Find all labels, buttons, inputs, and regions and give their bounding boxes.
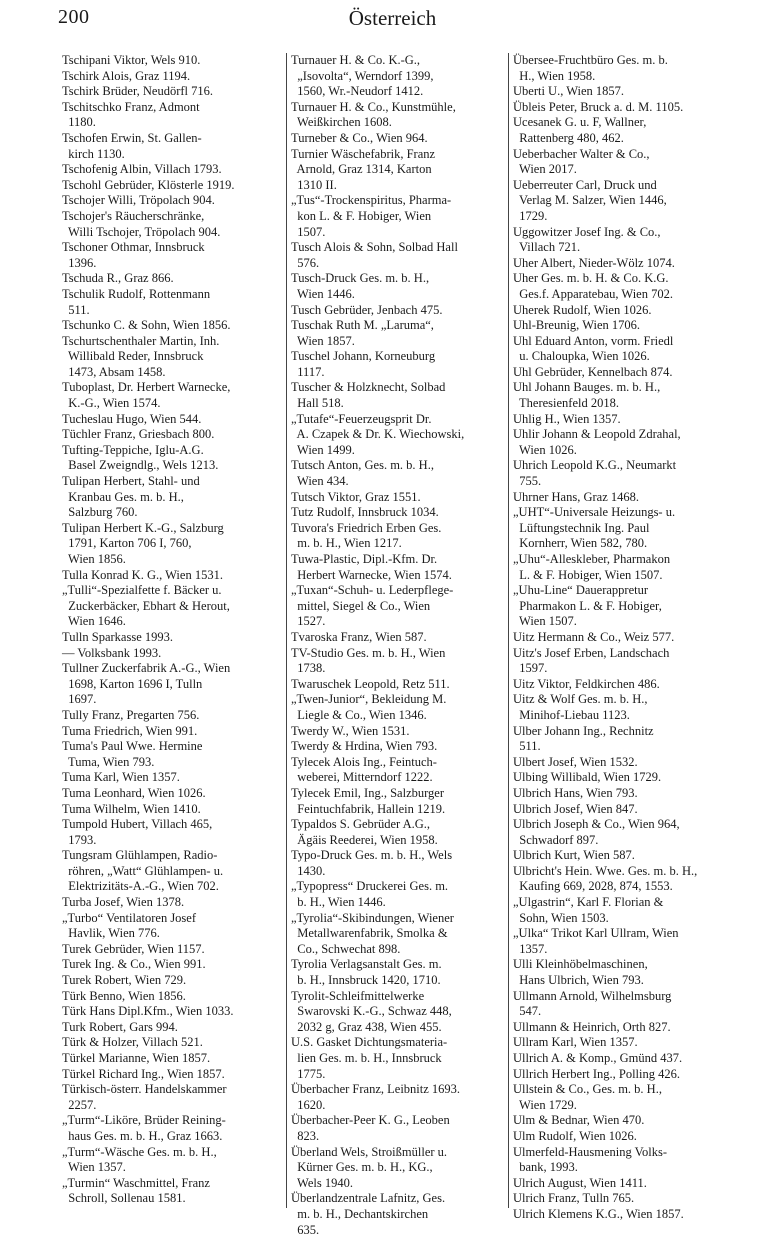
directory-entry-line: Ulrich Klemens K.G., Wien 1857. — [513, 1206, 684, 1221]
column-right — [508, 53, 759, 1221]
directory-entry-line: Ueberbacher Walter & Co., — [513, 146, 650, 161]
directory-entry-line: 1793. — [62, 832, 97, 847]
directory-entry-line: Überland Wels, Stroißmüller u. — [291, 1144, 448, 1159]
directory-entry-line: 511. — [513, 739, 541, 754]
directory-entry-line: kirch 1130. — [62, 146, 125, 161]
directory-entry-line: Tschojer's Räucherschränke, — [62, 208, 205, 223]
directory-entry-line: 1620. — [291, 1097, 326, 1112]
directory-entry-line: Ulbrich Josef, Wien 847. — [513, 801, 638, 816]
directory-entry-line: Arnold, Graz 1314, Karton — [291, 162, 432, 177]
directory-entry-line: m. b. H., Wien 1217. — [291, 536, 402, 551]
directory-entry-line: Tulln Sparkasse 1993. — [62, 629, 174, 644]
directory-entry-line: Ulrich August, Wien 1411. — [513, 1175, 647, 1190]
directory-entry-line: kon L. & F. Hobiger, Wien — [291, 208, 432, 223]
directory-entry-line: Ulm Rudolf, Wien 1026. — [513, 1128, 637, 1143]
directory-entry-line: Tschohl Gebrüder, Klösterle 1919. — [62, 177, 235, 192]
directory-entry-line: Feintuchfabrik, Hallein 1219. — [291, 801, 446, 816]
directory-entry-line: Zuckerbäcker, Ebhart & Herout, — [62, 598, 230, 613]
directory-entry-line: „Isovolta“, Werndorf 1399, — [291, 68, 434, 83]
directory-entry-line: „Ulgastrin“, Karl F. Florian & — [513, 895, 664, 910]
directory-entry-line: röhren, „Watt“ Glühlampen- u. — [62, 863, 224, 878]
directory-entry-line: Wien 1499. — [291, 442, 355, 457]
directory-entry-line: Tuma Karl, Wien 1357. — [62, 770, 180, 785]
directory-entry-line: Kaufing 669, 2028, 874, 1553. — [513, 879, 673, 894]
directory-entry-line: Tuwa-Plastic, Dipl.-Kfm. Dr. — [291, 552, 438, 566]
directory-entry-line: Ullrich Herbert Ing., Polling 426. — [513, 1066, 680, 1081]
directory-entry-line: Uherek Rudolf, Wien 1026. — [513, 302, 652, 317]
directory-entry-line: „Turm“-Liköre, Brüder Reining- — [62, 1113, 226, 1128]
directory-entry-line: Ulber Johann Ing., Rechnitz — [513, 723, 654, 738]
directory-entry-line: Turk Robert, Gars 994. — [62, 1019, 178, 1034]
directory-entry-line: Typaldos S. Gebrüder A.G., — [291, 817, 431, 832]
directory-entry-line: Ullram Karl, Wien 1357. — [513, 1035, 638, 1050]
directory-entry-line: Co., Schwechat 898. — [291, 941, 401, 956]
directory-entry-line: „Turmin“ Waschmittel, Franz — [62, 1175, 210, 1190]
directory-entry-line: Ulbricht's Hein. Wwe. Ges. m. b. H., — [513, 863, 698, 878]
directory-entry-line: Tylecek Alois Ing., Feintuch- — [291, 754, 437, 769]
directory-entry-line: Ulbing Willibald, Wien 1729. — [513, 770, 662, 785]
directory-entry-line: 1597. — [513, 661, 548, 676]
directory-entry-line: Ullmann & Heinrich, Orth 827. — [513, 1019, 671, 1034]
directory-entry-line: Tufting-Teppiche, Iglu-A.G. — [62, 442, 204, 457]
directory-entry-line: Wien 1729. — [513, 1097, 577, 1112]
directory-entry-line: Turnauer H. & Co. K.-G., — [291, 53, 421, 67]
directory-entry-line: Willi Tschojer, Tröpolach 904. — [62, 224, 221, 239]
directory-entry-line: Tylecek Emil, Ing., Salzburger — [291, 785, 445, 800]
directory-entry-line: Ulmerfeld-Hausmening Volks- — [513, 1144, 668, 1159]
directory-entry-line: Tschurtschenthaler Martin, Inh. — [62, 333, 220, 348]
directory-entry-line: Uhlir Johann & Leopold Zdrahal, — [513, 427, 681, 442]
directory-entry-line: Wien 434. — [291, 474, 349, 489]
directory-entry-line: 635. — [291, 1222, 320, 1237]
directory-entry-line: Turnier Wäschefabrik, Franz — [291, 146, 436, 161]
directory-entry-line: Swarovski K.-G., Schwaz 448, — [291, 1004, 452, 1019]
directory-entry-line: Ägäis Reederei, Wien 1958. — [291, 832, 438, 847]
directory-entry-line: Tutz Rudolf, Innsbruck 1034. — [291, 505, 439, 520]
directory-entry-line: Tschunko C. & Sohn, Wien 1856. — [62, 318, 231, 333]
directory-entry-line: Tschuda R., Graz 866. — [62, 271, 174, 286]
directory-entry-line: Uhl-Breunig, Wien 1706. — [513, 318, 641, 333]
directory-entry-line: Tschofenig Albin, Villach 1793. — [62, 162, 222, 177]
directory-entry-line: Uitz & Wolf Ges. m. b. H., — [513, 692, 648, 707]
directory-entry-line: TV-Studio Ges. m. b. H., Wien — [291, 645, 446, 660]
directory-entry-line: Rattenberg 480, 462. — [513, 130, 624, 145]
directory-entry-line: Kornherr, Wien 582, 780. — [513, 536, 648, 551]
page-header — [58, 6, 727, 32]
directory-entry-line: Tschofen Erwin, St. Gallen- — [62, 130, 202, 145]
directory-entry-line: „Ulka“ Trikot Karl Ullram, Wien — [513, 926, 679, 941]
directory-entry-line: Kranbau Ges. m. b. H., — [62, 489, 184, 504]
directory-entry-line: „Uhu“-Alleskleber, Pharmakon — [513, 552, 671, 566]
directory-entry-line: „Tyrolia“-Skibindungen, Wiener — [291, 910, 454, 925]
directory-entry-line: 1180. — [62, 115, 96, 130]
directory-entry-line: Türk Hans Dipl.Kfm., Wien 1033. — [62, 1004, 234, 1019]
directory-entry-line: Weißkirchen 1608. — [291, 115, 392, 130]
directory-entry-line: b. H., Wien 1446. — [291, 895, 386, 910]
directory-entry-line: Tschojer Willi, Tröpolach 904. — [62, 193, 215, 208]
directory-entry-line: Wien 2017. — [513, 162, 577, 177]
directory-entry-line: Minihof-Liebau 1123. — [513, 707, 630, 722]
directory-entry-line: Ulbert Josef, Wien 1532. — [513, 754, 638, 769]
directory-entry-line: Uggowitzer Josef Ing. & Co., — [513, 224, 661, 239]
directory-entry-line: weberei, Mitterndorf 1222. — [291, 770, 433, 785]
directory-entry-line: Ueberreuter Carl, Druck und — [513, 177, 657, 192]
directory-entry-line: Uitz Viktor, Feldkirchen 486. — [513, 676, 660, 691]
directory-entry-line: Metallwarenfabrik, Smolka & — [291, 926, 448, 941]
directory-entry-line: Tully Franz, Pregarten 756. — [62, 707, 200, 722]
directory-entry-line: „Typopress“ Druckerei Ges. m. — [291, 879, 449, 894]
directory-entry-line: Türkisch-österr. Handelskammer — [62, 1082, 227, 1097]
directory-entry-line: „Uhu-Line“ Dauerappretur — [513, 583, 648, 598]
directory-entry-line: lien Ges. m. b. H., Innsbruck — [291, 1051, 442, 1065]
directory-entry-line: „Tus“-Trockenspiritus, Pharma- — [291, 193, 452, 208]
directory-entry-line: Wien 1357. — [62, 1160, 126, 1175]
directory-entry-line: 2032 g, Graz 438, Wien 455. — [291, 1019, 442, 1034]
directory-entry-line: Tuschel Johann, Korneuburg — [291, 349, 436, 364]
directory-entry-line: Wien 1856. — [62, 552, 126, 566]
directory-entry-line: Tuma Leonhard, Wien 1026. — [62, 785, 206, 800]
directory-entry-line: 2257. — [62, 1097, 97, 1112]
directory-entry-line: Tuschak Ruth M. „Laruma“, — [291, 318, 434, 333]
directory-entry-line: Tungsram Glühlampen, Radio- — [62, 848, 218, 863]
directory-entry-line: Tuvora's Friedrich Erben Ges. — [291, 520, 442, 535]
directory-entry-line: Ulm & Bednar, Wien 470. — [513, 1113, 645, 1128]
directory-entry-line: K.-G., Wien 1574. — [62, 396, 161, 411]
directory-entry-line: „Turbo“ Ventilatoren Josef — [62, 910, 197, 925]
directory-entry-line: Tuboplast, Dr. Herbert Warnecke, — [62, 380, 231, 395]
directory-entry-line: Ullstein & Co., Ges. m. b. H., — [513, 1082, 662, 1097]
directory-entry-line: Havlik, Wien 776. — [62, 926, 160, 941]
directory-entry-line: Uhrner Hans, Graz 1468. — [513, 489, 640, 504]
directory-entry-line: 823. — [291, 1128, 320, 1143]
directory-entry-line: Uberti U., Wien 1857. — [513, 84, 625, 99]
directory-entry-line: 511. — [62, 302, 90, 317]
directory-entry-line: Tuscher & Holzknecht, Solbad — [291, 380, 446, 395]
directory-entry-line: Ulbrich Joseph & Co., Wien 964, — [513, 817, 680, 832]
directory-entry-line: 1430. — [291, 863, 326, 878]
directory-entry-line: „Tuxan“-Schuh- u. Lederpflege- — [291, 583, 454, 598]
directory-entry-line: 1775. — [291, 1066, 326, 1081]
directory-entry-line: Turek Ing. & Co., Wien 991. — [62, 957, 206, 972]
directory-entry-line: Tschirk Alois, Graz 1194. — [62, 68, 191, 83]
directory-entry-line: Ulbrich Kurt, Wien 587. — [513, 848, 635, 863]
directory-entry-line: Überbacher-Peer K. G., Leoben — [291, 1113, 450, 1128]
directory-entry-line: haus Ges. m. b. H., Graz 1663. — [62, 1128, 223, 1143]
directory-entry-line: bank, 1993. — [513, 1160, 578, 1175]
directory-entry-line: Turba Josef, Wien 1378. — [62, 895, 185, 910]
directory-entry-line: Türkel Marianne, Wien 1857. — [62, 1051, 211, 1065]
directory-entry-line: Salzburg 760. — [62, 505, 138, 520]
directory-entry-line: 1560, Wr.-Neudorf 1412. — [291, 84, 424, 99]
directory-entry-line: Wien 1026. — [513, 442, 577, 457]
directory-entry-line: Tutsch Anton, Ges. m. b. H., — [291, 458, 434, 473]
directory-entry-line: Twerdy W., Wien 1531. — [291, 723, 410, 738]
directory-entry-line: Pharmakon L. & F. Hobiger, — [513, 598, 662, 613]
directory-entry-line: 1729. — [513, 208, 548, 223]
page-title: Österreich — [348, 6, 437, 30]
directory-entry-line: Wels 1940. — [291, 1175, 353, 1190]
directory-entry-line: Tusch Alois & Sohn, Solbad Hall — [291, 240, 458, 255]
directory-entry-line: Tucheslau Hugo, Wien 544. — [62, 411, 202, 426]
directory-entry-line: Kürner Ges. m. b. H., KG., — [291, 1160, 433, 1175]
directory-entry-line: Uher Albert, Nieder-Wölz 1074. — [513, 255, 675, 270]
directory-entry-line: Theresienfeld 2018. — [513, 396, 619, 411]
directory-entry-line: Übleis Peter, Bruck a. d. M. 1105. — [513, 99, 684, 114]
directory-entry-line: b. H., Innsbruck 1420, 1710. — [291, 973, 441, 988]
directory-entry-line: Tulipan Herbert K.-G., Salzburg — [62, 520, 224, 535]
directory-entry-line: Uhl Eduard Anton, vorm. Friedl — [513, 333, 674, 348]
directory-entry-line: H., Wien 1958. — [513, 68, 596, 83]
directory-entry-line: Türk Benno, Wien 1856. — [62, 988, 186, 1003]
directory-entry-line: 1507. — [291, 224, 326, 239]
directory-entry-line: „UHT“-Universale Heizungs- u. — [513, 505, 676, 520]
directory-entry-line: Verlag M. Salzer, Wien 1446, — [513, 193, 667, 208]
directory-entry-line: Hans Ulbrich, Wien 793. — [513, 973, 644, 988]
directory-entry-line: Tuma Friedrich, Wien 991. — [62, 723, 198, 738]
directory-entry-line: Tyrolia Verlagsanstalt Ges. m. — [291, 957, 442, 972]
directory-entry-line: Tüchler Franz, Griesbach 800. — [62, 427, 215, 442]
directory-entry-line: Uitz's Josef Erben, Landschach — [513, 645, 670, 660]
directory-entry-line: 1738. — [291, 661, 326, 676]
directory-entry-line: Tschirk Brüder, Neudörfl 716. — [62, 84, 214, 99]
directory-entry-line: 1697. — [62, 692, 97, 707]
directory-entry-line: 1473, Absam 1458. — [62, 364, 166, 379]
directory-entry-line: Wien 1857. — [291, 333, 355, 348]
directory-entry-line: Ullrich A. & Komp., Gmünd 437. — [513, 1051, 683, 1065]
directory-entry-line: m. b. H., Dechantskirchen — [291, 1206, 429, 1221]
directory-entry-line: Ulli Kleinhöbelmaschinen, — [513, 957, 648, 972]
directory-entry-line: Elektrizitäts-A.-G., Wien 702. — [62, 879, 219, 894]
directory-entry-line: L. & F. Hobiger, Wien 1507. — [513, 567, 663, 582]
directory-entry-line: Villach 721. — [513, 240, 581, 255]
directory-entry-line: Tvaroska Franz, Wien 587. — [291, 629, 427, 644]
directory-entry-line: 547. — [513, 1004, 542, 1019]
directory-entry-line: Tuma, Wien 793. — [62, 754, 155, 769]
directory-entry-line: Ulrich Franz, Tulln 765. — [513, 1191, 635, 1206]
directory-entry-line: Tschipani Viktor, Wels 910. — [62, 53, 201, 67]
directory-entry-line: 576. — [291, 255, 320, 270]
directory-entry-line: Tumpold Hubert, Villach 465, — [62, 817, 213, 832]
directory-entry-line: Basel Zweigndlg., Wels 1213. — [62, 458, 219, 473]
directory-entry-line: Sohn, Wien 1503. — [513, 910, 609, 925]
directory-entry-line: Tyrolit-Schleifmittelwerke — [291, 988, 425, 1003]
directory-entry-line: Türk & Holzer, Villach 521. — [62, 1035, 203, 1050]
directory-entry-line: Uhl Gebrüder, Kennelbach 874. — [513, 364, 673, 379]
directory-entry-line: „Turm“-Wäsche Ges. m. b. H., — [62, 1144, 217, 1159]
directory-entry-line: Tuma Wilhelm, Wien 1410. — [62, 801, 201, 816]
directory-entry-line: u. Chaloupka, Wien 1026. — [513, 349, 650, 364]
directory-entry-line: 1396. — [62, 255, 97, 270]
directory-entry-line: Überlandzentrale Lafnitz, Ges. — [291, 1191, 446, 1206]
directory-entry-line: Tullner Zuckerfabrik A.-G., Wien — [62, 661, 231, 676]
directory-entry-line: Türkel Richard Ing., Wien 1857. — [62, 1066, 225, 1081]
directory-entry-line: Ucesanek G. u. F, Wallner, — [513, 115, 647, 130]
directory-entry-line: 1698, Karton 1696 I, Tulln — [62, 676, 203, 691]
directory-entry-line: Tulla Konrad K. G., Wien 1531. — [62, 567, 223, 582]
directory-entry-line: Ulbrich Hans, Wien 793. — [513, 785, 638, 800]
directory-entry-line: „Tutafe“-Feuerzeugsprit Dr. — [291, 411, 432, 426]
directory-entry-line: 1357. — [513, 941, 548, 956]
directory-entry-line: 755. — [513, 474, 542, 489]
directory-entry-line: Uhrich Leopold K.G., Neumarkt — [513, 458, 677, 473]
directory-entry-line: Uhl Johann Bauges. m. b. H., — [513, 380, 661, 395]
directory-entry-line: Tschoner Othmar, Innsbruck — [62, 240, 205, 255]
directory-entry-line: Uitz Hermann & Co., Weiz 577. — [513, 629, 675, 644]
directory-entry-line: Tulipan Herbert, Stahl- und — [62, 474, 200, 489]
directory-entry-line: 1527. — [291, 614, 326, 629]
directory-entry-line: Wien 1507. — [513, 614, 577, 629]
directory-entry-line: Lüftungstechnik Ing. Paul — [513, 520, 650, 535]
directory-entry-line: Liegle & Co., Wien 1346. — [291, 707, 427, 722]
column-middle — [286, 53, 505, 1237]
directory-entry-line: Schwadorf 897. — [513, 832, 599, 847]
directory-entry-line: Turneber & Co., Wien 964. — [291, 130, 428, 145]
directory-entry-line: Schroll, Sollenau 1581. — [62, 1191, 186, 1206]
directory-entry-line: Tutsch Viktor, Graz 1551. — [291, 489, 421, 504]
directory-entry-line: Tusch-Druck Ges. m. b. H., — [291, 271, 430, 286]
column-left — [62, 53, 276, 1207]
directory-entry-line: Hall 518. — [291, 396, 344, 411]
directory-entry-line: 1310 II. — [291, 177, 337, 192]
directory-entry-line: „Twen-Junior“, Bekleidung M. — [291, 692, 447, 707]
directory-entry-line: Turek Robert, Wien 729. — [62, 973, 187, 988]
directory-entry-line: Ges.f. Apparatebau, Wien 702. — [513, 286, 673, 301]
directory-entry-line: Uhlig H., Wien 1357. — [513, 411, 621, 426]
directory-entry-line: Twerdy & Hrdina, Wien 793. — [291, 739, 438, 754]
directory-entry-line: — Volksbank 1993. — [62, 645, 162, 660]
directory-entry-line: U.S. Gasket Dichtungsmateria- — [291, 1035, 448, 1050]
directory-entry-line: A. Czapek & Dr. K. Wiechowski, — [291, 427, 465, 442]
directory-entry-line: mittel, Siegel & Co., Wien — [291, 598, 431, 613]
directory-entry-line: „Tulli“-Spezialfette f. Bäcker u. — [62, 583, 222, 598]
directory-entry-line: Uher Ges. m. b. H. & Co. K.G. — [513, 271, 669, 286]
directory-entry-line: Typo-Druck Ges. m. b. H., Wels — [291, 848, 453, 863]
directory-entry-line: Turek Gebrüder, Wien 1157. — [62, 941, 205, 956]
page-number: 200 — [58, 6, 90, 28]
directory-entry-line: Tuma's Paul Wwe. Hermine — [62, 739, 203, 754]
directory-entry-line: Überbacher Franz, Leibnitz 1693. — [291, 1082, 461, 1097]
directory-entry-line: Tschitschko Franz, Admont — [62, 99, 200, 114]
directory-entry-line: Willibald Reder, Innsbruck — [62, 349, 204, 364]
directory-entry-line: Tusch Gebrüder, Jenbach 475. — [291, 302, 443, 317]
directory-entry-line: Turnauer H. & Co., Kunstmühle, — [291, 99, 456, 114]
directory-entry-line: Twaruschek Leopold, Retz 511. — [291, 676, 450, 691]
directory-entry-line: Übersee-Fruchtbüro Ges. m. b. — [513, 53, 668, 67]
directory-entry-line: Herbert Warnecke, Wien 1574. — [291, 567, 452, 582]
directory-entry-line: Ullmann Arnold, Wilhelmsburg — [513, 988, 672, 1003]
directory-entry-line: 1791, Karton 706 I, 760, — [62, 536, 192, 551]
directory-entry-line: Wien 1446. — [291, 286, 355, 301]
directory-entry-line: Wien 1646. — [62, 614, 126, 629]
directory-entry-line: Tschulik Rudolf, Rottenmann — [62, 286, 211, 301]
directory-entry-line: 1117. — [291, 364, 325, 379]
